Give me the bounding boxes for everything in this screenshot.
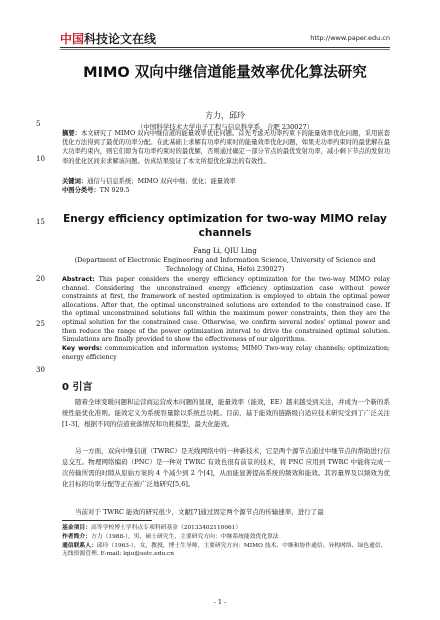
header-divider (60, 47, 390, 48)
intro-paragraph-2: 另一方面，双向中继信道（TWRC）是无线网络中的一种新技术，它是两个源节点通过中继节点的帮助进行信息交互。物理网络编码（PNC）是一种对 TWRC 有效也很有前景的技术，将 PNC 应用到 TWRC 中能将完成一次传输所需的时隙从原始方案的 4 个减少到 2 个[4]，从而能显著提高系统的频效和能效。其容量界及以频效为优化目标的功率分配等正在被广泛地研究[5,6]。 (62, 447, 390, 488)
clc-label: 中图分类号： (62, 187, 100, 194)
line-number: 20 (36, 275, 45, 283)
section-heading-intro: 0 引言 (62, 382, 93, 393)
page-header (60, 30, 390, 46)
line-number: 15 (36, 218, 45, 226)
english-authors: Fang Li, QIU Ling (193, 247, 257, 255)
footnote-fund-label: 基金项目： (62, 525, 91, 531)
clc-text: TN 929.5 (99, 187, 130, 194)
english-title: Energy efficiency optimization for two-way MIMO relay channels (63, 213, 387, 239)
english-abstract-text: This paper considers the energy efficiency optimization for the two-way MIMO relay channel. Considering the unconstrained energy efficiency optimization case without power constraints at first, the framework of nested optimization is employed to obtain the optimal power allocations. After that, the optimal unconstrained solutions are extended to the constrained case. If the optimal unconstrained solutions fall within the maximum power constraints, then they are the optimal solution for the constrained case. Otherwise, we confirm several nodes' optimal power and then reduce the range of the power optimization interval to drive the constrained optimal solution. Simulations are finally provided to show the effectiveness of our algorithms. (62, 276, 390, 344)
footnote-fund (62, 524, 390, 532)
english-abstract (62, 276, 390, 345)
journal-logo (60, 30, 156, 47)
footnote-author-text: 方力（1988-），男，硕士研究生，主要研究方向：中继系统能效优化算法 (91, 534, 279, 540)
footnote-contact (62, 542, 390, 558)
line-number: 5 (36, 120, 41, 128)
chinese-abstract-label: 摘要： (62, 130, 81, 137)
clc-number (62, 186, 390, 195)
footnote-fund-text: 高等学校博士学科点专项科研基金（20133402110061） (91, 525, 242, 531)
english-abstract-label: Abstract: (62, 276, 95, 283)
chinese-affiliation: （中国科学技术大学电子工程与信息科学系，合肥 230027） (136, 123, 314, 131)
chinese-keywords (62, 177, 390, 186)
line-number: 10 (36, 155, 45, 163)
logo-red-text: 中国 (60, 32, 85, 46)
chinese-keywords-label: 关键词： (62, 178, 88, 185)
intro-paragraph-1: 随着全球变暖问题和运营商运营成本问题的显现，能量效率（能效，EE）越来越受到关注，并成为一个新的系统性能优化准则。能效定义为系统容量除以系统总功耗。目前，基于能效的链路级自适应技术研究受到了广泛关注[1-3]，根据不同的信道衰落情况和功耗模型，最大化能效。 (62, 398, 390, 428)
english-keywords-text: communication and information systems; MIMO Two-way relay channels; optimization; energy efficiency (62, 345, 390, 361)
line-number: 30 (36, 366, 45, 374)
page-number: - 1 - (213, 598, 227, 606)
english-affiliation: (Department of Electronic Engineering and Information Science, University of Science and Technology of China, Hefei 230027) (74, 256, 376, 273)
english-keywords-label: Key words: (62, 345, 103, 352)
chinese-title: MIMO 双向中继信道能量效率优化算法研究 (83, 65, 367, 81)
chinese-abstract-text: 本文研究了 MIMO 双向中继信道的能量效率优化问题。首先考虑无功率约束下的能量效率优化问题，采用嵌套优化方法得到了最优的功率分配。在此基础上求解有功率约束时的能量效率优化问题，如果无功率约束时的最优解在最大功率约束内，则它们即为有功率约束时的最优解，否则通过确定一部分节点的最优发射功率，减小剩下节点的发射功率的优化区间来求解该问题。仿真结果验证了本文所提优化算法的有效性。 (62, 130, 390, 165)
footnote-contact-text: 邱玲（1963-），女，教授，博士生导师，主要研究方向：MIMO 技术、中继和协作通信、异构网络、绿色通信、无线资源管理. E-mail: lqiu@ustc.edu.cn (62, 543, 387, 557)
english-keywords (62, 345, 390, 362)
footnote-divider (62, 520, 152, 521)
footnote-author (62, 533, 390, 541)
chinese-abstract (62, 129, 390, 166)
line-number: 25 (36, 320, 45, 328)
chinese-keywords-text: 通信与信息系统；MIMO 双向中继；优化；能量效率 (87, 178, 236, 185)
site-url[interactable]: http://www.paper.edu.cn (310, 34, 390, 42)
header-divider-thin (60, 49, 390, 50)
logo-dark-text: 科技论文在线 (84, 32, 157, 46)
footnote-author-label: 作者简介： (62, 534, 91, 540)
intro-paragraph-3: 当前对于 TWRC 能效的研究很少，文献[7]通过固定两个源节点的传输速率，进行了最 (75, 508, 324, 516)
chinese-authors: 方力，邱玲 (205, 111, 245, 120)
footnote-contact-label: 通信联系人： (62, 543, 97, 549)
